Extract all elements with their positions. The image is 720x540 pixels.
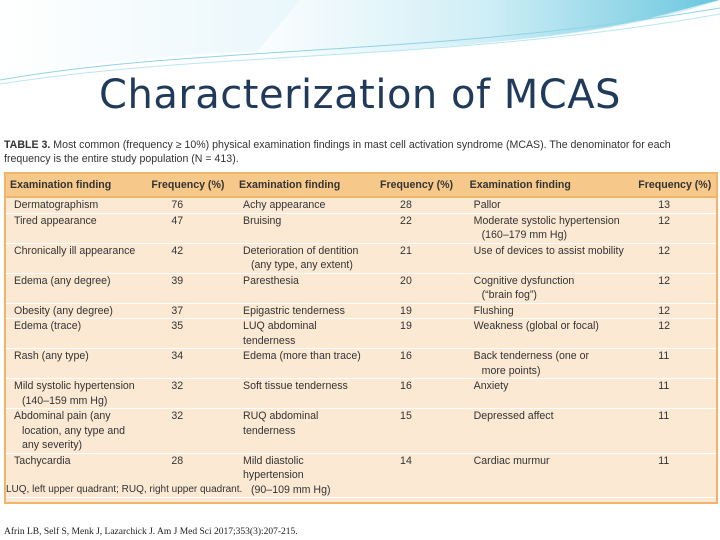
finding-text: (“brain fog”) (481, 289, 537, 301)
finding-text: Bruising (243, 214, 282, 227)
finding-cell (6, 303, 141, 319)
finding-cell (235, 243, 370, 273)
finding-text: Back tenderness (one or (473, 350, 590, 362)
finding-text: Rash (any type) (14, 350, 89, 362)
finding-text: (any type, any extent) (251, 259, 353, 271)
finding-text: any severity) (22, 439, 83, 451)
finding-text: Tachycardia (14, 454, 71, 467)
finding-cell (6, 243, 141, 273)
frequency-cell: 21 (370, 243, 466, 273)
finding-text: Dermatographism (14, 199, 99, 211)
frequency-cell: 12 (628, 273, 716, 303)
frequency-cell: 47 (141, 213, 235, 243)
finding-text: (90–109 mm Hg) (251, 483, 331, 496)
frequency-cell: 34 (141, 349, 235, 379)
frequency-cell: 37 (141, 303, 235, 319)
finding-cell (6, 379, 141, 409)
finding-cell (6, 409, 141, 454)
finding-cell (235, 453, 370, 498)
finding-text: Moderate systolic hypertension (473, 214, 620, 227)
finding-text: more points) (481, 364, 541, 377)
table-row (6, 379, 716, 409)
frequency-cell: 20 (370, 273, 466, 303)
finding-text: Cognitive dysfunction (473, 274, 575, 287)
finding-cell (466, 273, 629, 303)
frequency-cell: 28 (141, 453, 235, 498)
slide-title: Characterization of MCAS (99, 72, 621, 118)
finding-cell (466, 243, 629, 273)
finding-text: Chronically ill appearance (14, 244, 136, 257)
table-caption-text: Most common (frequency ≥ 10%) physical examination findings in mast cell activation syndrome (MCAS). The denominator for each frequency is the entire study population (N = 413). (4, 139, 671, 165)
column-header: Frequency (%) (141, 174, 235, 197)
frequency-cell: 32 (141, 409, 235, 454)
finding-text: Epigastric tenderness (243, 304, 345, 317)
frequency-cell: 14 (370, 453, 466, 498)
frequency-cell: 13 (628, 197, 716, 213)
finding-text: (160–179 mm Hg) (481, 229, 568, 241)
table-footnote: LUQ, left upper quadrant; RUQ, right upper quadrant. (6, 484, 243, 495)
finding-cell (235, 319, 370, 349)
finding-text: location, any type and (22, 424, 126, 437)
finding-cell (6, 319, 141, 349)
finding-text: Use of devices to assist mobility (473, 244, 624, 257)
citation: Afrin LB, Self S, Menk J, Lazarchick J. Am J Med Sci 2017;353(3):207-215. (4, 527, 298, 537)
finding-cell (6, 213, 141, 243)
table-row (6, 197, 716, 213)
table-row (6, 273, 716, 303)
finding-cell (235, 349, 370, 379)
column-header: Frequency (%) (628, 174, 716, 197)
finding-cell (235, 273, 370, 303)
finding-cell (466, 409, 629, 454)
finding-text: Edema (any degree) (14, 274, 111, 287)
frequency-cell: 11 (628, 349, 716, 379)
finding-text: LUQ abdominal tenderness (243, 320, 317, 347)
frequency-cell: 32 (141, 379, 235, 409)
table-row (6, 349, 716, 379)
finding-text: RUQ abdominal tenderness (243, 410, 319, 437)
finding-cell (6, 349, 141, 379)
frequency-cell: 35 (141, 319, 235, 349)
finding-text: Flushing (473, 304, 514, 317)
finding-text: Soft tissue tenderness (243, 380, 348, 392)
finding-cell (235, 197, 370, 213)
finding-text: Paresthesia (243, 274, 299, 287)
finding-cell (235, 379, 370, 409)
finding-cell (466, 319, 629, 349)
finding-cell (466, 349, 629, 379)
table-header-row (6, 174, 716, 197)
finding-cell (6, 273, 141, 303)
finding-cell (235, 303, 370, 319)
frequency-cell: 16 (370, 349, 466, 379)
frequency-cell: 11 (628, 409, 716, 454)
frequency-cell: 16 (370, 379, 466, 409)
finding-text: Mild systolic hypertension (14, 380, 135, 392)
findings-table-container (4, 172, 718, 504)
frequency-cell: 42 (141, 243, 235, 273)
column-header: Examination finding (466, 174, 629, 197)
finding-cell (466, 379, 629, 409)
column-header: Examination finding (235, 174, 370, 197)
frequency-cell: 19 (370, 303, 466, 319)
frequency-cell: 11 (628, 379, 716, 409)
finding-text: (140–159 mm Hg) (22, 394, 108, 407)
finding-text: Abdominal pain (any (14, 410, 111, 422)
table-caption-label: TABLE 3. (4, 139, 51, 151)
finding-text: Cardiac murmur (473, 454, 550, 467)
frequency-cell: 12 (628, 303, 716, 319)
finding-cell (466, 453, 629, 498)
findings-table (6, 174, 716, 498)
frequency-cell: 12 (628, 243, 716, 273)
frequency-cell: 76 (141, 197, 235, 213)
column-header: Frequency (%) (370, 174, 466, 197)
finding-text: Tired appearance (14, 214, 97, 227)
table-row (6, 409, 716, 454)
finding-text: Edema (more than trace) (243, 350, 361, 362)
finding-text: Achy appearance (243, 199, 326, 211)
finding-text: Depressed affect (473, 410, 554, 422)
frequency-cell: 39 (141, 273, 235, 303)
column-header: Examination finding (6, 174, 141, 197)
table-row (6, 303, 716, 319)
table-row (6, 213, 716, 243)
frequency-cell: 19 (370, 319, 466, 349)
finding-text: Deterioration of dentition (243, 244, 359, 257)
frequency-cell: 12 (628, 319, 716, 349)
table-body (6, 197, 716, 498)
frequency-cell: 22 (370, 213, 466, 243)
finding-cell (6, 197, 141, 213)
finding-cell (466, 213, 629, 243)
frequency-cell: 28 (370, 197, 466, 213)
frequency-cell: 11 (628, 453, 716, 498)
finding-text: Obesity (any degree) (14, 304, 113, 317)
finding-cell (235, 409, 370, 454)
table-row (6, 243, 716, 273)
finding-cell (235, 213, 370, 243)
finding-text: Pallor (473, 199, 501, 211)
table-row (6, 319, 716, 349)
finding-cell (466, 197, 629, 213)
finding-text: Weakness (global or focal) (473, 320, 599, 332)
finding-text: Mild diastolic hypertension (243, 454, 304, 481)
frequency-cell: 12 (628, 213, 716, 243)
finding-text: Anxiety (473, 380, 509, 392)
table-caption (4, 138, 718, 166)
finding-text: Edema (trace) (14, 320, 82, 332)
frequency-cell: 15 (370, 409, 466, 454)
finding-cell (466, 303, 629, 319)
